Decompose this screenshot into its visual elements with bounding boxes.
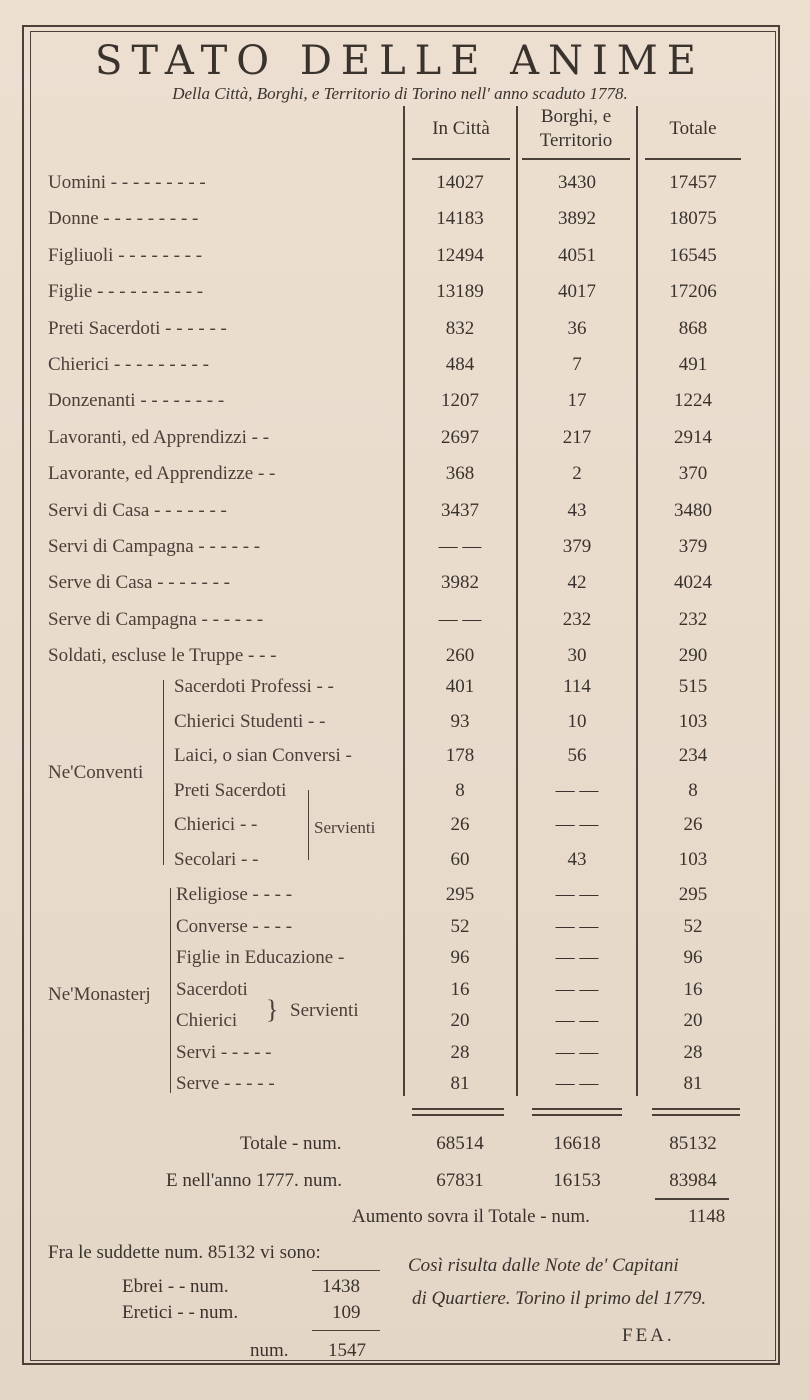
row-label: Serve di Campagna - - - - - -	[48, 608, 264, 630]
row-label: Lavorante, ed Apprendizze - -	[48, 463, 276, 485]
row-citta: 484	[445, 354, 475, 375]
row-label: Figliuoli - - - - - - - -	[48, 244, 203, 266]
previous-year-borghi: 16153	[553, 1170, 601, 1191]
row-borghi: 379	[562, 536, 592, 557]
row-label: Serve di Casa - - - - - - -	[48, 572, 231, 594]
row-borghi: — —	[555, 1041, 599, 1063]
note-line-2: di Quartiere. Torino il primo del 1779.	[412, 1288, 707, 1309]
row-borghi: — —	[555, 814, 599, 835]
row-label: Preti Sacerdoti - - - - - -	[48, 317, 227, 339]
row-label: Donne - - - - - - - - -	[48, 208, 199, 230]
row-totale: 16545	[669, 244, 717, 266]
row-label: Laici, o sian Conversi -	[174, 745, 352, 766]
previous-year-label: E nell'anno 1777. num.	[166, 1170, 342, 1191]
row-borghi: — —	[555, 779, 599, 801]
document-subtitle: Della Città, Borghi, e Territorio di Torino nell' anno scaduto 1778.	[172, 84, 628, 103]
header-citta: In Città	[432, 118, 490, 139]
row-totale: 370	[678, 463, 708, 485]
row-totale: 20	[683, 1010, 703, 1031]
header-borghi-1: Borghi, e	[540, 106, 612, 127]
row-totale: 8	[688, 779, 698, 801]
header-rule	[412, 158, 510, 160]
row-citta: 12494	[436, 244, 484, 266]
row-borghi: 232	[562, 608, 592, 630]
row-totale: 16	[683, 978, 703, 1000]
totals-rule	[652, 1114, 740, 1116]
row-label: Converse - - - -	[176, 915, 293, 937]
note-line-1: Così risulta dalle Note de' Capitani	[408, 1255, 679, 1276]
row-totale: 4024	[674, 572, 712, 594]
row-citta: 52	[450, 915, 470, 937]
row-borghi: 43	[567, 499, 587, 521]
totals-rule	[412, 1114, 504, 1116]
row-totale: 52	[683, 915, 703, 937]
row-label: Figlie - - - - - - - - - -	[48, 281, 204, 303]
row-label: Serve - - - - -	[176, 1073, 275, 1094]
conventi-servienti-label: Servienti	[314, 818, 376, 837]
row-totale: 379	[678, 536, 708, 557]
footnote-intro: Fra le suddette num. 85132 vi sono:	[48, 1242, 321, 1263]
row-citta: 93	[450, 710, 470, 732]
row-totale: 3480	[674, 499, 712, 521]
totals-rule	[652, 1108, 740, 1110]
header-rule	[522, 158, 630, 160]
increase-value: 1148	[688, 1206, 726, 1227]
row-citta: 14183	[436, 208, 484, 230]
row-citta: 3437	[441, 499, 479, 521]
totals-totale: 85132	[669, 1133, 717, 1154]
row-label: Preti Sacerdoti	[174, 779, 287, 801]
row-citta: 1207	[441, 390, 479, 412]
row-label: Servi - - - - -	[176, 1041, 272, 1063]
monasterj-servienti-label: Servienti	[290, 1000, 359, 1021]
row-citta: 14027	[436, 172, 484, 193]
row-label: Lavoranti, ed Apprendizzi - -	[48, 426, 270, 448]
previous-year-citta: 67831	[436, 1170, 484, 1191]
footnote-rule	[312, 1270, 380, 1271]
monasterj-servienti-brace: }	[266, 995, 279, 1024]
row-borghi: — —	[555, 915, 599, 937]
row-borghi: 3430	[558, 172, 596, 193]
row-totale: 81	[683, 1073, 703, 1094]
row-borghi: — —	[555, 978, 599, 1000]
row-borghi: 114	[563, 676, 591, 697]
monasterj-group-label: Ne'Monasterj	[48, 984, 151, 1005]
row-citta: 368	[445, 463, 475, 485]
footnote-ebrei-label: Ebrei - - num.	[122, 1276, 229, 1297]
row-citta: 832	[445, 317, 475, 339]
row-citta: 295	[445, 884, 475, 905]
row-borghi: 43	[567, 848, 587, 870]
row-borghi: 10	[567, 710, 587, 732]
footnote-eretici-label: Eretici - - num.	[122, 1302, 239, 1323]
row-citta: 26	[450, 814, 470, 835]
row-citta: 81	[450, 1073, 470, 1094]
row-borghi: 4017	[558, 281, 596, 303]
row-totale: 1224	[674, 390, 712, 412]
row-citta: — —	[438, 608, 482, 630]
previous-year-rule	[655, 1198, 729, 1200]
row-label: Secolari - -	[174, 848, 259, 870]
row-totale: 515	[678, 676, 708, 697]
conventi-brace	[163, 680, 164, 865]
row-label: Servi di Campagna - - - - - -	[48, 536, 261, 557]
row-citta: 2697	[441, 426, 479, 448]
row-totale: 18075	[669, 208, 717, 230]
totals-rule	[412, 1108, 504, 1110]
footnote-sum-value: 1547	[328, 1340, 366, 1361]
footnote-eretici-value: 109	[332, 1302, 361, 1323]
row-totale: 2914	[674, 426, 712, 448]
row-citta: 96	[450, 947, 470, 968]
row-label: Chierici Studenti - -	[174, 710, 326, 732]
totals-citta: 68514	[436, 1133, 484, 1154]
row-borghi: 2	[572, 463, 582, 485]
row-borghi: 3892	[558, 208, 596, 230]
row-borghi: 56	[567, 745, 587, 766]
row-totale: 232	[678, 608, 708, 630]
row-borghi: 30	[567, 645, 587, 667]
conventi-servienti-brace	[308, 790, 309, 860]
row-totale: 491	[678, 354, 708, 375]
row-label: Chierici	[176, 1010, 238, 1031]
previous-year-totale: 83984	[669, 1170, 717, 1191]
row-borghi: 36	[567, 317, 587, 339]
row-label: Uomini - - - - - - - - -	[48, 172, 206, 193]
row-citta: 8	[455, 779, 465, 801]
row-citta: 20	[450, 1010, 470, 1031]
row-totale: 96	[683, 947, 703, 968]
row-citta: 260	[445, 645, 475, 667]
row-citta: 16	[450, 978, 470, 1000]
header-borghi-2: Territorio	[539, 130, 613, 151]
row-totale: 290	[678, 645, 708, 667]
row-borghi: 217	[562, 426, 592, 448]
document-title: STATO DELLE ANIME	[95, 38, 705, 84]
conventi-group-label: Ne'Conventi	[48, 762, 144, 783]
row-totale: 295	[678, 884, 708, 905]
row-borghi: — —	[555, 884, 599, 905]
totals-label: Totale - num.	[240, 1133, 342, 1154]
row-borghi: 42	[567, 572, 587, 594]
row-label: Chierici - - - - - - - - -	[48, 354, 209, 375]
totals-rule	[532, 1114, 622, 1116]
totals-rule	[532, 1108, 622, 1110]
row-label: Religiose - - - -	[176, 884, 293, 905]
row-label: Figlie in Educazione -	[176, 947, 345, 968]
row-citta: 13189	[436, 281, 484, 303]
row-citta: 60	[450, 848, 470, 870]
row-citta: 178	[445, 745, 475, 766]
row-citta: 28	[450, 1041, 470, 1063]
row-totale: 28	[683, 1041, 703, 1063]
footnote-sum-label: num.	[250, 1340, 289, 1361]
row-borghi: 17	[567, 390, 587, 412]
row-label: Sacerdoti Professi - -	[174, 676, 334, 697]
row-citta: 401	[445, 676, 475, 697]
row-label: Donzenanti - - - - - - - -	[48, 390, 225, 412]
row-label: Servi di Casa - - - - - - -	[48, 499, 227, 521]
row-totale: 868	[678, 317, 708, 339]
monasterj-brace	[170, 888, 171, 1093]
header-totale: Totale	[669, 118, 717, 139]
row-borghi: — —	[555, 1010, 599, 1031]
row-totale: 17206	[669, 281, 717, 303]
row-borghi: 7	[572, 354, 582, 375]
header-rule	[645, 158, 741, 160]
footnote-rule	[312, 1330, 380, 1331]
row-borghi: — —	[555, 1073, 599, 1094]
row-citta: 3982	[441, 572, 479, 594]
row-borghi: — —	[555, 947, 599, 968]
row-borghi: 4051	[558, 244, 596, 266]
row-totale: 26	[683, 814, 703, 835]
row-totale: 234	[678, 745, 708, 766]
row-label: Sacerdoti	[176, 978, 248, 1000]
row-label: Soldati, escluse le Truppe - - -	[48, 645, 277, 667]
row-label: Chierici - -	[174, 814, 258, 835]
totals-borghi: 16618	[553, 1133, 601, 1154]
row-totale: 103	[678, 848, 708, 870]
increase-label: Aumento sovra il Totale - num.	[352, 1206, 590, 1227]
note-signature: FEA.	[622, 1325, 675, 1346]
row-totale: 103	[678, 710, 708, 732]
row-citta: — —	[438, 536, 482, 557]
footnote-ebrei-value: 1438	[322, 1276, 360, 1297]
row-totale: 17457	[669, 172, 717, 193]
